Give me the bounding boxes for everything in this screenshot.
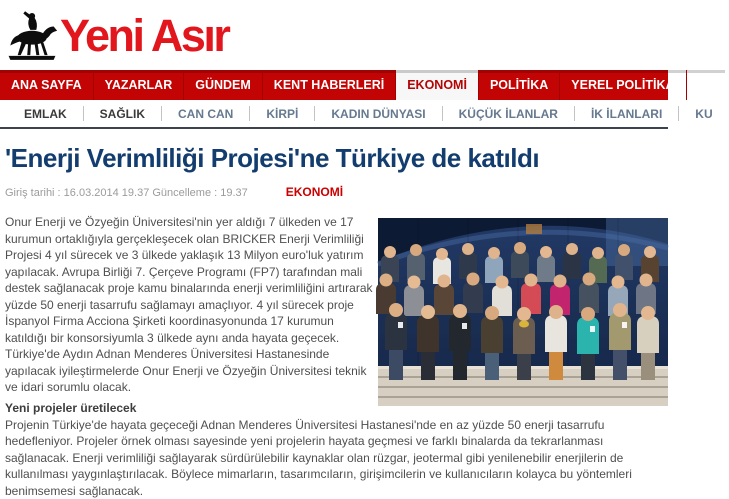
nav-item-clipped[interactable]: YA	[686, 70, 725, 100]
article-content	[0, 131, 668, 499]
main-navigation	[0, 70, 668, 100]
nav-item-yerel-politika[interactable]: YEREL POLİTİKA	[559, 70, 685, 100]
article-paragraph-2: Projenin Türkiye'de hayata geçeceği Adnan Menderes Üniversitesi Hastanesi'nde en az yüzde 50 enerji tasarrufu hedefleniyor. Projeler örnek olması sayesinde yeni projelerin hayata geçmesi ve farklı binalarda da tekrarlanması sağlanacak. Enerji verimliliği sağlayarak sürdürülebilir kaynaklar olan rüzgar, jeotermal gibi yenilenebilir enerjilerin de kullanılması yaygınlaştırılacak. Böylece mimarların, tasarımcıların, girişimcilerin ve kullanıcıların kolayca bu yöntemleri benimsemesi sağlanacak.	[5, 417, 663, 499]
article-photo	[378, 218, 668, 406]
nav-item-politika[interactable]: POLİTİKA	[478, 70, 559, 100]
subnav-item-emlak[interactable]: EMLAK	[8, 106, 83, 121]
article-paragraph-1: Onur Enerji ve Özyeğin Üniversitesi'nin yer aldığı 7 ülkeden ve 17 kurumun ortaklığıyla gerçekleşecek olan BRICKER Enerji Verimliliği Projesi 4 yıl sürecek ve 3 ülkede yaklaşık 13 Milyon euro'luk yatırım yapılacak. Avrupa Birliği 7. Çerçeve Programı (FP7) tarafından mali destek sağlanacak proje kamu binalarında enerji verimliliğini artırarak yüzde 50 enerji tasarrufu sağlamayı amaçlıyor. 4 yıl sürecek proje İspanyol Firma Acciona Şirketi koordinasyonunda 17 kurumun katıldığı bir konsorsiyumla 3 ülkede aynı anda hayata geçecek. Türkiye'de Aydın Adnan Menderes Üniversitesi Hastanesinde yapılacak iyileştirmelerde Onur Enerji ve Özyeğin Üniversitesi teknik ve idari sorumlu olacak.	[5, 214, 373, 396]
subnav-item-ik-ilanlari[interactable]: İK İLANLARI	[574, 106, 678, 121]
site-header	[0, 0, 668, 70]
subnav-item-clipped[interactable]: KU	[678, 106, 728, 121]
page-title: 'Enerji Verimliliği Projesi'ne Türkiye de katıldı	[5, 143, 663, 173]
secondary-navigation	[0, 100, 668, 129]
article-meta	[5, 185, 663, 199]
article-body	[5, 214, 663, 499]
category-link[interactable]: EKONOMİ	[286, 185, 343, 199]
subnav-item-kadin-dunyasi[interactable]: KADIN DÜNYASI	[314, 106, 441, 121]
subnav-item-saglik[interactable]: SAĞLIK	[83, 106, 161, 121]
nav-item-gundem[interactable]: GÜNDEM	[183, 70, 262, 100]
article-date-line: Giriş tarihi : 16.03.2014 19.37 Güncelleme : 19.37	[5, 187, 248, 199]
nav-item-yazarlar[interactable]: YAZARLAR	[93, 70, 184, 100]
brand-logo[interactable]	[6, 10, 228, 62]
nav-item-ekonomi[interactable]: EKONOMİ	[395, 70, 478, 100]
nav-item-ana-sayfa[interactable]: ANA SAYFA	[0, 70, 93, 100]
brand-name: Yeni Asır	[60, 10, 228, 62]
horse-rider-icon	[6, 10, 58, 62]
nav-item-kent-haberleri[interactable]: KENT HABERLERİ	[262, 70, 395, 100]
subnav-item-kucuk-ilanlar[interactable]: KÜÇÜK İLANLAR	[442, 106, 574, 121]
article-subheading: Yeni projeler üretilecek	[5, 400, 373, 416]
subnav-item-kirpi[interactable]: KİRPİ	[249, 106, 314, 121]
subnav-item-can-can[interactable]: CAN CAN	[161, 106, 249, 121]
